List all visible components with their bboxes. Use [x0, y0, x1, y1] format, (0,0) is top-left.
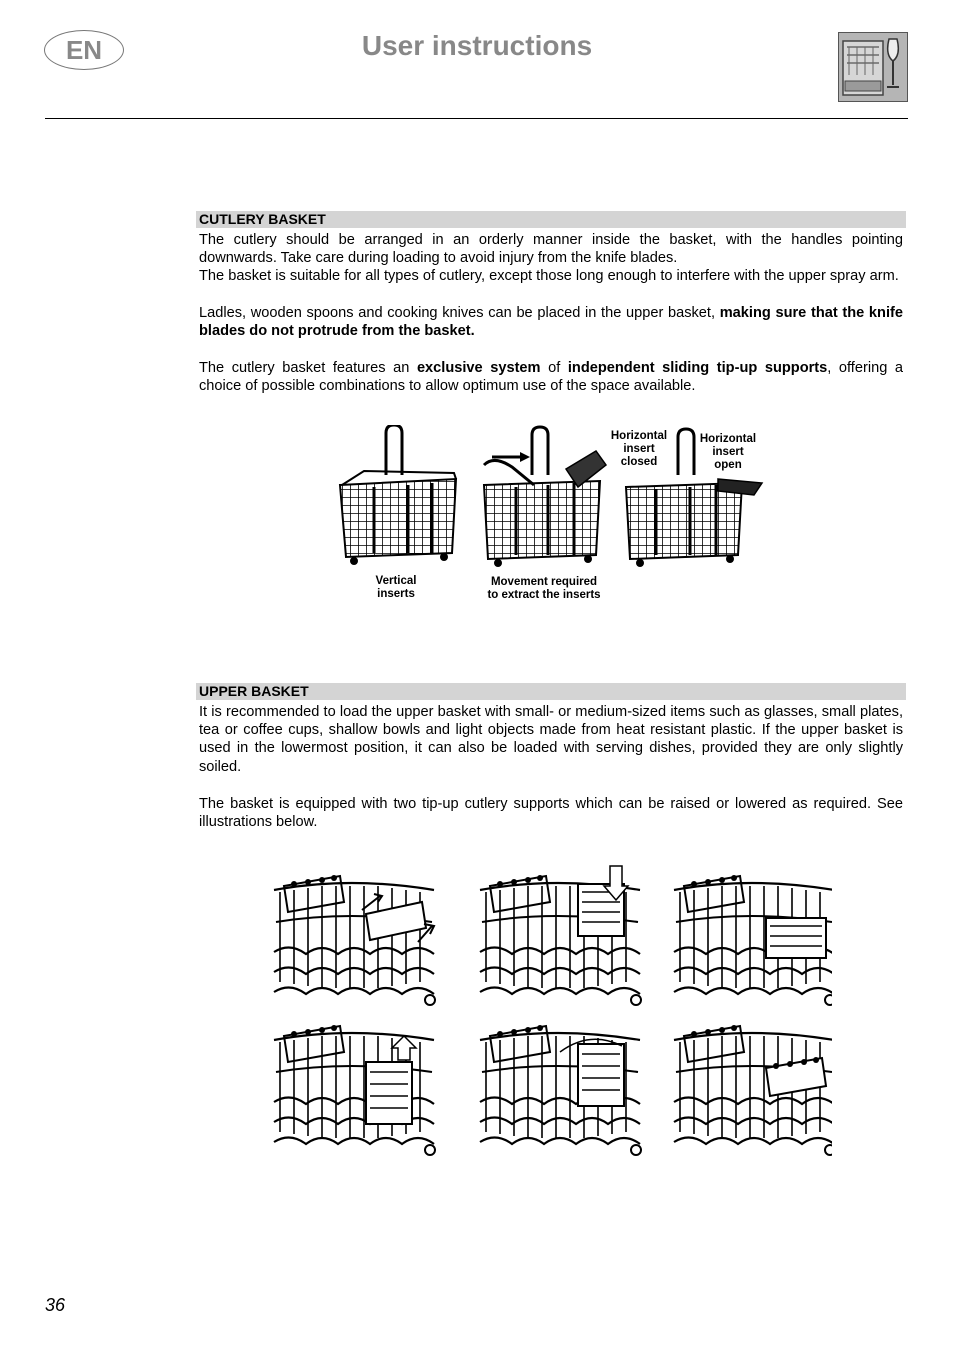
vertical-inserts-basket: [340, 425, 456, 565]
illustration-2: [476, 862, 646, 1010]
dishwasher-glass-icon: [838, 32, 908, 102]
caption-horizontal-insert-open: Horizontal insert open: [699, 433, 757, 471]
language-badge: EN: [44, 30, 124, 70]
cutlery-paragraph-4: The cutlery basket features an exclusive system of independent sliding tip-up supports, offering a choice of possible combinations to allow optimum use of the space available.: [199, 360, 904, 395]
header-divider: [45, 118, 908, 119]
upper-basket-heading: UPPER BASKET: [196, 683, 906, 700]
upper-basket-illustrations: [270, 862, 832, 1158]
illustration-5: [476, 1012, 646, 1158]
upper-paragraph-1: It is recommended to load the upper basket with small- or medium-sized items such as glasses, small plates, tea or coffee cups, shallow bowls and light objects made from heat resistant plastic. If the upper basket is used in the lowermost position, it can also be loaded with serving dishes, provided they are only slightly soiled.: [199, 704, 903, 775]
illustration-4: [270, 1012, 440, 1158]
movement-basket: [484, 427, 606, 567]
upper-paragraph-2: The basket is equipped with two tip-up cutlery supports which can be raised or lowered as required. See illustrations below.: [199, 796, 903, 831]
illustration-1: [270, 862, 440, 1010]
cutlery-paragraph-3: Ladles, wooden spoons and cooking knives can be placed in the upper basket, making sure that the knife blades do not protrude from the basket.: [199, 305, 903, 340]
cutlery-paragraph-2: The basket is suitable for all types of cutlery, except those long enough to interfere with the upper spray arm.: [199, 268, 899, 284]
caption-horizontal-insert-closed: Horizontal insert closed: [610, 430, 668, 468]
caption-movement-required: Movement required to extract the inserts: [487, 576, 601, 601]
page-number: 36: [45, 1295, 66, 1315]
cutlery-basket-heading: CUTLERY BASKET: [196, 211, 906, 228]
caption-vertical-inserts: Vertical inserts: [375, 575, 417, 600]
cutlery-paragraph-1: The cutlery should be arranged in an orderly manner inside the basket, with the handles pointing downwards. Take care during loading to avoid injury from the knife blades.: [199, 232, 903, 267]
page-title: User instructions: [361, 30, 593, 61]
illustration-3: [670, 862, 832, 1010]
illustration-6: [670, 1012, 832, 1158]
